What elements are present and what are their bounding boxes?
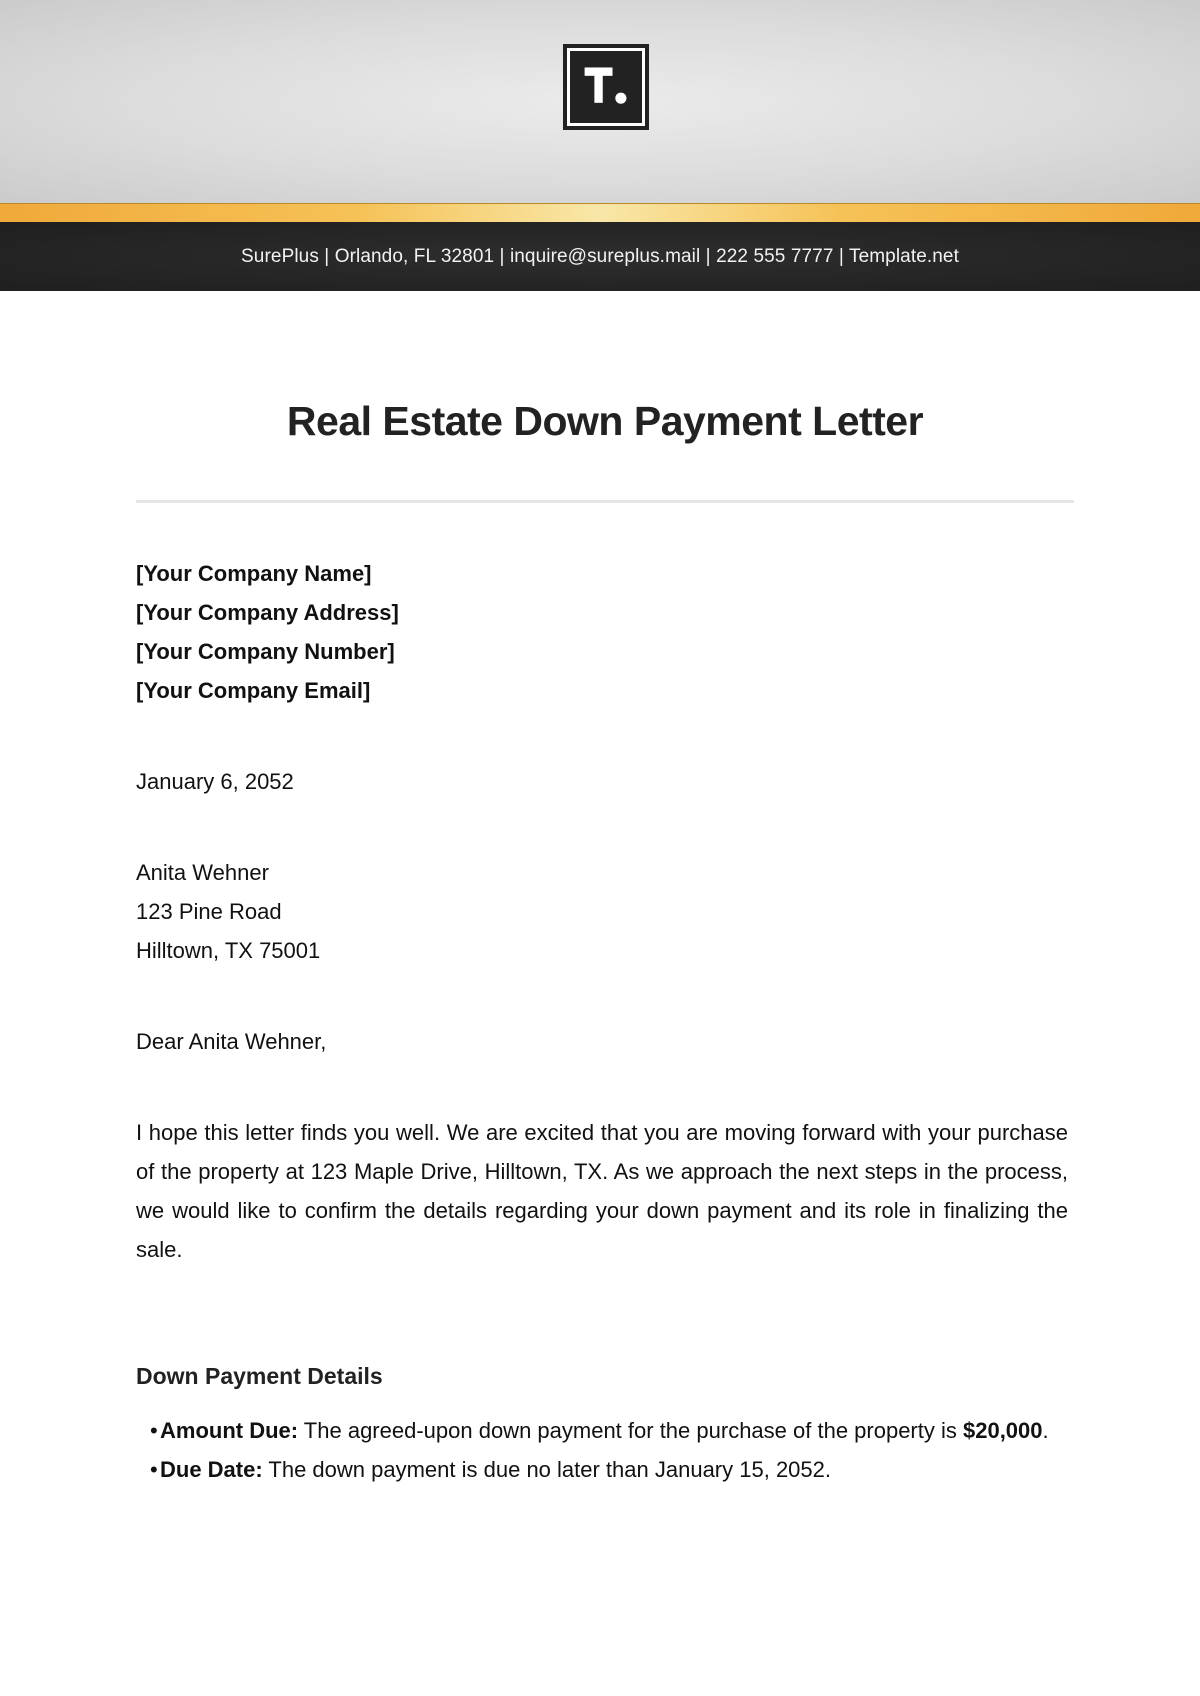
contact-info: SurePlus | Orlando, FL 32801 | inquire@sureplus.mail | 222 555 7777 | Template.net	[241, 245, 959, 267]
detail-text: The agreed-upon down payment for the purchase of the property is	[298, 1418, 963, 1443]
detail-tail: .	[1042, 1418, 1049, 1443]
letter-date: January 6, 2052	[136, 769, 294, 794]
recipient-city: Hilltown, TX 75001	[136, 938, 321, 963]
sender-company-number: [Your Company Number]	[136, 639, 395, 664]
sender-company-address: [Your Company Address]	[136, 600, 399, 625]
detail-text: The down payment is due no later than January 15, 2052.	[262, 1457, 831, 1482]
gold-accent-bar	[0, 203, 1200, 222]
detail-label: Amount Due:	[160, 1418, 299, 1443]
logo-glyph	[566, 47, 646, 127]
detail-item-due-date	[150, 1450, 1068, 1489]
letter-body	[136, 554, 1068, 1489]
title-divider	[136, 500, 1074, 503]
sender-company-email: [Your Company Email]	[136, 678, 371, 703]
document-title: Real Estate Down Payment Letter	[286, 398, 924, 444]
recipient-street: 123 Pine Road	[136, 899, 282, 924]
body-paragraph: I hope this letter finds you well. We are excited that you are moving forward with your purchase of the property at 123 Maple Drive, Hilltown, TX. As we approach the next steps in the process, we would like to confirm the details regarding your down payment and its role in finalizing the sale.	[136, 1120, 1068, 1262]
salutation: Dear Anita Wehner,	[136, 1029, 327, 1054]
contact-bar	[0, 222, 1200, 291]
bullet-icon: •	[150, 1457, 158, 1482]
detail-emphasis: $20,000	[962, 1418, 1043, 1443]
bullet-icon: •	[150, 1418, 158, 1443]
detail-item-amount	[150, 1411, 1068, 1450]
recipient-name: Anita Wehner	[136, 860, 269, 885]
detail-label: Due Date:	[160, 1457, 263, 1482]
sender-block	[136, 554, 1068, 710]
header-band	[0, 0, 1200, 203]
section-heading: Down Payment Details	[136, 1363, 383, 1389]
sender-company-name: [Your Company Name]	[136, 561, 372, 586]
template-logo-icon	[563, 44, 649, 130]
recipient-block	[136, 853, 1068, 970]
down-payment-details-list	[136, 1411, 1068, 1489]
